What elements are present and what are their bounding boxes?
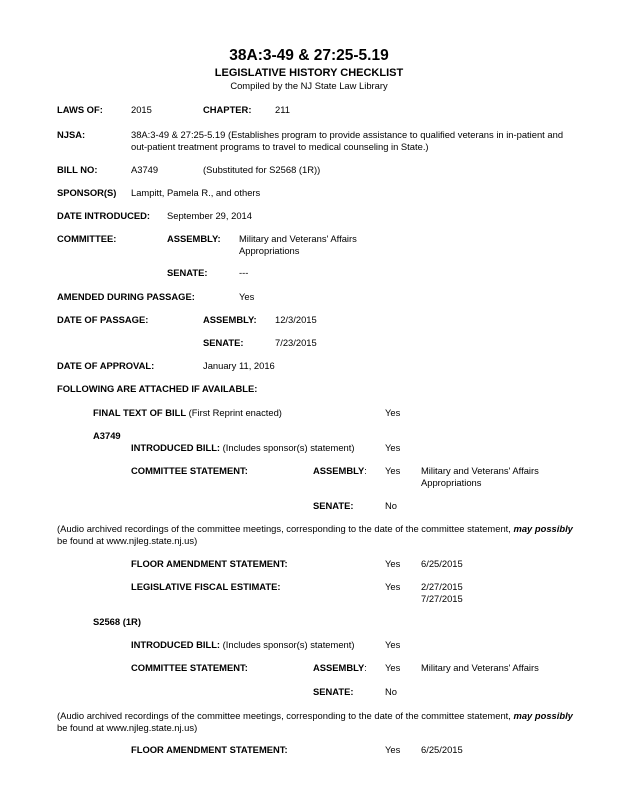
committee-assembly-label: ASSEMBLY: xyxy=(167,233,221,244)
a3749-floor-label: FLOOR AMENDMENT STATEMENT: xyxy=(131,558,288,569)
audio-note-2-line-2: be found at www.njleg.state.nj.us) xyxy=(57,722,198,733)
s2568-assembly-colon: : xyxy=(364,662,367,673)
a3749-fiscal-value: Yes xyxy=(385,581,401,592)
a3749-assembly-row xyxy=(313,465,367,476)
a3749-floor-date: 6/25/2015 xyxy=(421,558,463,569)
a3749-introduced-note: (Includes sponsor(s) statement) xyxy=(220,442,355,453)
njsa-line-1: 38A:3-49 & 27:25-5.19 (Establishes program to provide assistance to qualified veterans in in-patient and xyxy=(131,129,564,140)
a3749-introduced-value: Yes xyxy=(385,442,401,453)
audio-note-line-2: be found at www.njleg.state.nj.us) xyxy=(57,535,198,546)
s2568-floor-value: Yes xyxy=(385,744,401,755)
a3749-assembly-line-1: Military and Veterans' Affairs xyxy=(421,465,539,476)
attached-heading: FOLLOWING ARE ATTACHED IF AVAILABLE: xyxy=(57,383,258,394)
page-subtitle: LEGISLATIVE HISTORY CHECKLIST xyxy=(214,67,404,79)
final-text-row xyxy=(93,407,282,418)
committee-label: COMMITTEE: xyxy=(57,233,117,244)
s2568-senate-value: No xyxy=(385,686,397,697)
passage-assembly-label: ASSEMBLY: xyxy=(203,314,257,325)
s2568-assembly-row xyxy=(313,662,367,673)
s2568-assembly-label: ASSEMBLY xyxy=(313,662,365,673)
s2568-committee-label: COMMITTEE STATEMENT: xyxy=(131,662,248,673)
s2568-floor-label: FLOOR AMENDMENT STATEMENT: xyxy=(131,744,288,755)
a3749-fiscal-label: LEGISLATIVE FISCAL ESTIMATE: xyxy=(131,581,281,592)
date-introduced-label: DATE INTRODUCED: xyxy=(57,210,151,221)
audio-note-2-emphasis: may possibly xyxy=(513,710,573,721)
a3749-assembly-label: ASSEMBLY xyxy=(313,465,365,476)
laws-of-label: LAWS OF: xyxy=(57,104,103,115)
date-of-approval-value: January 11, 2016 xyxy=(203,360,275,371)
amended-label: AMENDED DURING PASSAGE: xyxy=(57,291,195,302)
sponsors-value: Lampitt, Pamela R., and others xyxy=(131,187,261,198)
s2568-introduced-value: Yes xyxy=(385,639,401,650)
s2568-introduced-row xyxy=(131,639,355,650)
a3749-fiscal-date-1: 2/27/2015 xyxy=(421,581,463,592)
s2568-introduced-label: INTRODUCED BILL: xyxy=(131,639,221,650)
s2568-introduced-note: (Includes sponsor(s) statement) xyxy=(220,639,355,650)
committee-assembly-line-1: Military and Veterans' Affairs xyxy=(239,233,357,244)
audio-note-line-1 xyxy=(57,523,573,534)
date-of-approval-label: DATE OF APPROVAL: xyxy=(57,360,155,371)
a3749-senate-value: No xyxy=(385,500,397,511)
audio-note-text: (Audio archived recordings of the committee meetings, corresponding to the date of the committee statement, xyxy=(57,523,514,534)
final-text-value: Yes xyxy=(385,407,401,418)
s2568-assembly-line-1: Military and Veterans' Affairs xyxy=(421,662,539,673)
audio-note-emphasis: may possibly xyxy=(513,523,573,534)
final-text-label: FINAL TEXT OF BILL xyxy=(93,407,187,418)
amended-value: Yes xyxy=(239,291,255,302)
njsa-line-2: out-patient treatment programs to travel to medical counseling in State.) xyxy=(131,141,429,152)
sponsors-label: SPONSOR(S) xyxy=(57,187,117,198)
a3749-fiscal-date-2: 7/27/2015 xyxy=(421,593,463,604)
s2568-floor-date: 6/25/2015 xyxy=(421,744,463,755)
date-of-passage-label: DATE OF PASSAGE: xyxy=(57,314,149,325)
page-title: 38A:3-49 & 27:25-5.19 xyxy=(229,47,389,64)
passage-senate-value: 7/23/2015 xyxy=(275,337,317,348)
a3749-introduced-row xyxy=(131,442,355,453)
s2568-senate-label: SENATE: xyxy=(313,686,354,697)
passage-senate-label: SENATE: xyxy=(203,337,244,348)
njsa-label: NJSA: xyxy=(57,129,86,140)
audio-note-2-text: (Audio archived recordings of the committee meetings, corresponding to the date of the committee statement, xyxy=(57,710,514,721)
passage-assembly-value: 12/3/2015 xyxy=(275,314,317,325)
committee-senate-value: --- xyxy=(239,267,249,278)
bill-no-value: A3749 xyxy=(131,164,159,175)
final-text-note: (First Reprint enacted) xyxy=(186,407,282,418)
a3749-heading: A3749 xyxy=(93,430,121,441)
a3749-committee-label: COMMITTEE STATEMENT: xyxy=(131,465,248,476)
chapter-value: 211 xyxy=(275,104,290,115)
audio-note-2-line-1 xyxy=(57,710,573,721)
s2568-heading: S2568 (1R) xyxy=(93,616,141,627)
date-introduced-value: September 29, 2014 xyxy=(167,210,252,221)
a3749-assembly-value: Yes xyxy=(385,465,401,476)
a3749-introduced-label: INTRODUCED BILL: xyxy=(131,442,221,453)
a3749-floor-value: Yes xyxy=(385,558,401,569)
committee-senate-label: SENATE: xyxy=(167,267,208,278)
laws-of-value: 2015 xyxy=(131,104,152,115)
a3749-assembly-line-2: Appropriations xyxy=(421,477,482,488)
chapter-label: CHAPTER: xyxy=(203,104,252,115)
a3749-assembly-colon: : xyxy=(364,465,367,476)
s2568-assembly-value: Yes xyxy=(385,662,401,673)
committee-assembly-line-2: Appropriations xyxy=(239,245,300,256)
a3749-senate-label: SENATE: xyxy=(313,500,354,511)
bill-no-note: (Substituted for S2568 (1R)) xyxy=(203,164,321,175)
compiled-by: Compiled by the NJ State Law Library xyxy=(230,80,388,91)
bill-no-label: BILL NO: xyxy=(57,164,98,175)
